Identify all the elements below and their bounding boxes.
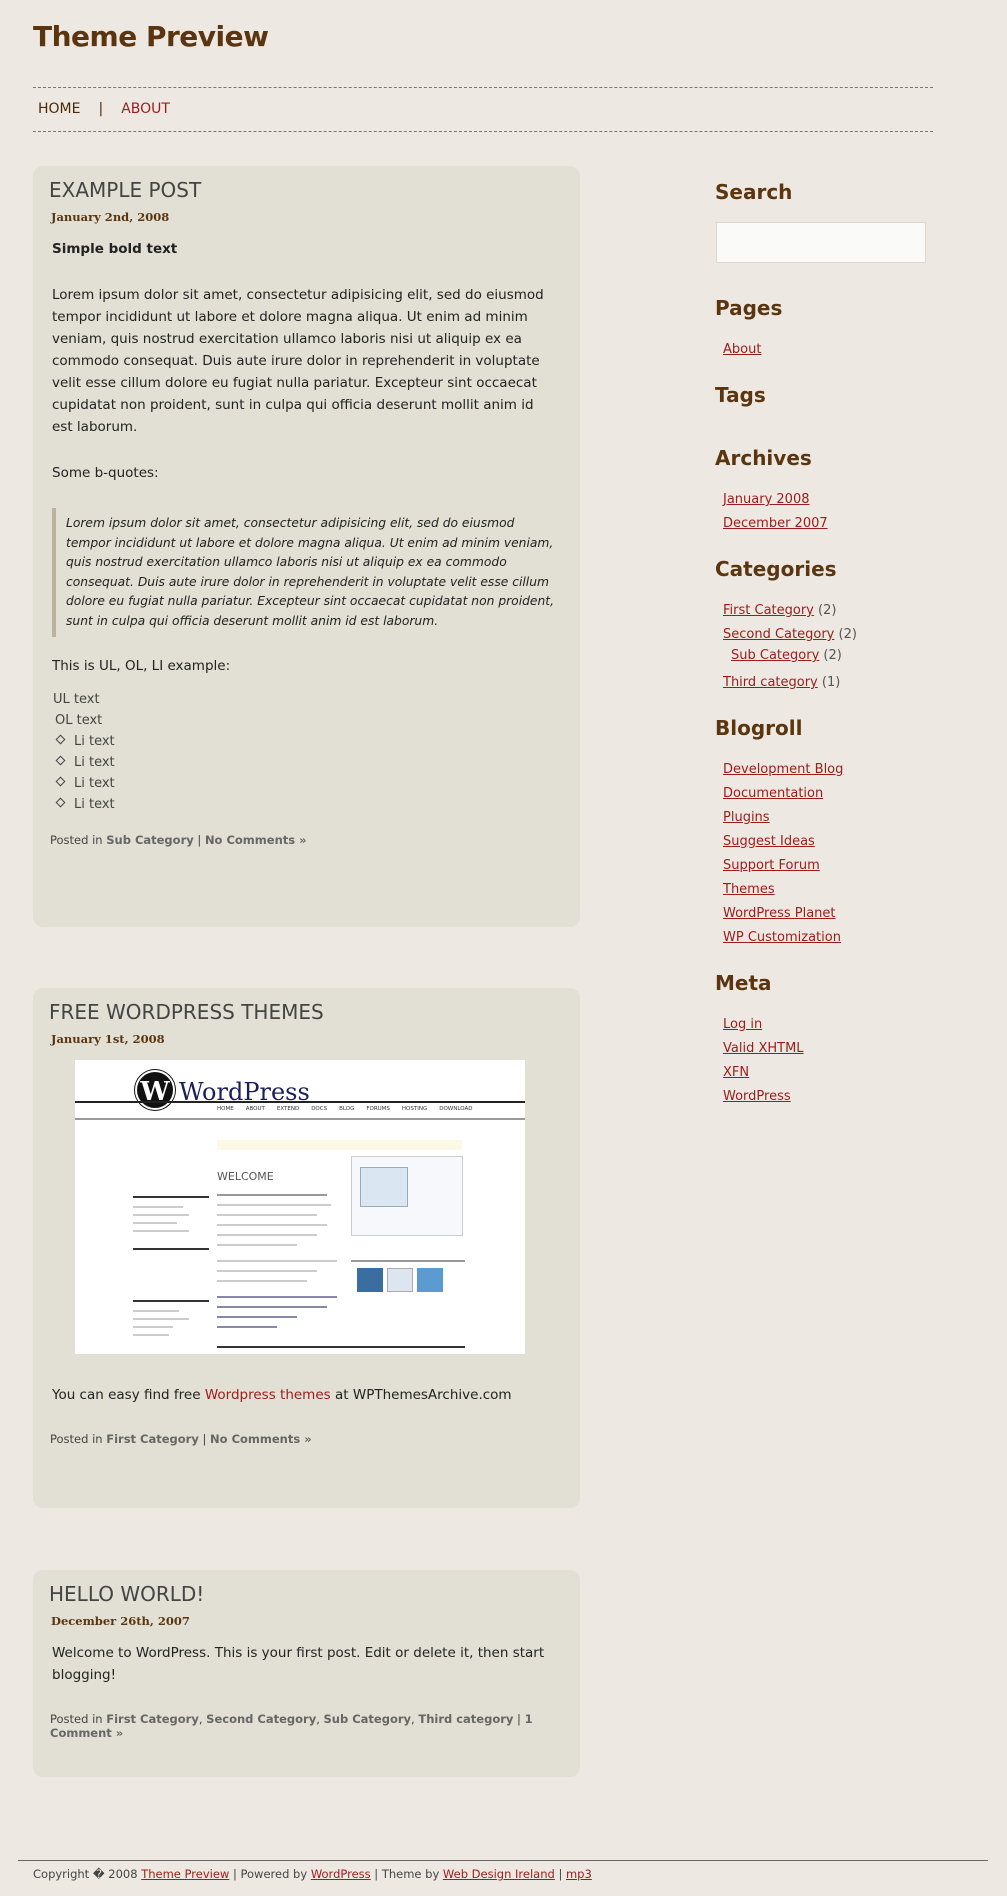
main-nav [38, 101, 170, 117]
meta-link[interactable]: WordPress [723, 1089, 791, 1104]
post-date: January 1st, 2008 [51, 1032, 165, 1046]
category-count: (2) [823, 648, 842, 663]
blogroll-link[interactable]: Themes [723, 882, 775, 897]
category-count: (1) [821, 675, 841, 690]
post-example [33, 166, 580, 927]
category-link[interactable]: Third category [418, 1712, 514, 1726]
posted-in-label: Posted in [50, 833, 103, 847]
category-link[interactable]: Third category [723, 675, 818, 690]
wordpress-screenshot-image [75, 1060, 525, 1354]
category-link[interactable]: First Category [106, 1432, 199, 1446]
nav-separator: | [98, 101, 104, 117]
footer-divider [18, 1860, 988, 1861]
comments-link[interactable]: 1 Comment » [50, 1712, 533, 1740]
theme-by-text: | Theme by [374, 1867, 440, 1881]
blogroll-link[interactable]: Support Forum [723, 858, 820, 873]
nav-divider-top [33, 87, 933, 88]
blogroll-link[interactable]: WP Customization [723, 930, 841, 945]
ul-text: UL text [53, 692, 100, 707]
post-hello-world [33, 1570, 580, 1777]
category-link[interactable]: First Category [723, 603, 814, 618]
footer-separator: | [558, 1867, 563, 1881]
ol-text: OL text [55, 713, 103, 728]
post-paragraph: Welcome to WordPress. This is your first post. Edit or delete it, then start blogging! [52, 1645, 545, 1683]
powered-by-text: | Powered by [232, 1867, 308, 1881]
wordpress-logo-text: WordPress [179, 1078, 310, 1106]
footer-designer-link[interactable]: Web Design Ireland [442, 1867, 555, 1881]
blogroll-link[interactable]: Development Blog [723, 762, 844, 777]
post-title[interactable]: FREE WORDPRESS THEMES [49, 1000, 324, 1024]
archives-heading: Archives [715, 446, 812, 470]
blockquote: Lorem ipsum dolor sit amet, consectetur adipisicing elit, sed do eiusmod tempor incididunt ut labore et dolore magna aliqua. Ut enim ad minim veniam, quis nostrud exercitation ullamco laboris nisi ut aliquip ex ea commodo consequat. Duis aute irure dolor in reprehenderit in voluptate velit esse cillum dolore eu fugiat nulla pariatur. Excepteur sint occaecat cupidatat non proident, sunt in culpa qui officia deserunt mollit anim id est laborum. [52, 508, 558, 637]
nav-divider-bottom [33, 131, 933, 132]
category-link[interactable]: Sub Category [323, 1712, 412, 1726]
post-paragraph: You can easy find free Wordpress themes at WPThemesArchive.com [52, 1387, 512, 1403]
categories-heading: Categories [715, 557, 837, 581]
post-meta: Posted in Sub Category | No Comments » [50, 833, 307, 847]
category-link[interactable]: Sub Category [106, 833, 194, 847]
footer [33, 1867, 592, 1881]
blogroll-heading: Blogroll [715, 716, 803, 740]
list-item: Li text [53, 752, 558, 773]
post-title[interactable]: EXAMPLE POST [49, 178, 202, 202]
search-heading: Search [715, 180, 793, 204]
wordpress-themes-link[interactable]: Wordpress themes [204, 1387, 331, 1403]
category-link[interactable]: First Category [106, 1712, 199, 1726]
copyright-text: Copyright � 2008 [33, 1867, 138, 1881]
blogroll-link[interactable]: Plugins [723, 810, 770, 825]
category-link[interactable]: Second Category [723, 627, 835, 642]
comments-link[interactable]: No Comments » [210, 1432, 312, 1446]
archive-link[interactable]: January 2008 [723, 492, 810, 507]
screenshot-welcome: WELCOME [217, 1170, 274, 1183]
site-title[interactable]: Theme Preview [33, 20, 269, 53]
post-date: January 2nd, 2008 [51, 210, 170, 224]
tags-heading: Tags [715, 383, 766, 407]
bquotes-label: Some b-quotes: [52, 465, 159, 481]
list-item: Li text [53, 773, 558, 794]
comments-link[interactable]: No Comments » [204, 833, 307, 847]
blogroll-link[interactable]: WordPress Planet [723, 906, 836, 921]
meta-link[interactable]: Log in [723, 1017, 763, 1032]
blogroll-link[interactable]: Suggest Ideas [723, 834, 815, 849]
list-label: This is UL, OL, LI example: [52, 658, 231, 674]
example-list [53, 689, 558, 815]
meta-link[interactable]: XFN [723, 1065, 750, 1080]
post-meta: Posted in First Category, Second Category, Sub Category, Third category | 1 Comment » [50, 1712, 533, 1740]
blogroll-link[interactable]: Documentation [723, 786, 824, 801]
meta-link[interactable]: Valid XHTML [723, 1041, 804, 1056]
category-count: (2) [818, 603, 837, 618]
pages-heading: Pages [715, 296, 783, 320]
post-meta: Posted in First Category | No Comments » [50, 1432, 312, 1446]
meta-heading: Meta [715, 971, 772, 995]
post-title[interactable]: HELLO WORLD! [49, 1582, 205, 1606]
post-date: December 26th, 2007 [51, 1614, 190, 1628]
footer-mp3-link[interactable]: mp3 [565, 1867, 592, 1881]
nav-about[interactable]: ABOUT [121, 101, 170, 117]
wordpress-logo-icon: W [135, 1070, 175, 1110]
list-item: Li text [53, 731, 558, 752]
footer-wordpress-link[interactable]: WordPress [310, 1867, 371, 1881]
post-paragraph: Lorem ipsum dolor sit amet, consectetur adipisicing elit, sed do eiusmod tempor incididunt ut labore et dolore magna aliqua. Ut enim ad minim veniam, quis nostrud exercitation ullamco laboris nisi ut aliquip ex ea commodo consequat. Duis aute irure dolor in reprehenderit in voluptate velit esse cillum dolore eu fugiat nulla pariatur. Excepteur sint occaecat cupidatat non proident, sunt in culpa qui officia deserunt mollit anim id est laborum. [52, 287, 544, 435]
footer-site-link[interactable]: Theme Preview [141, 1867, 230, 1881]
search-input[interactable] [716, 222, 926, 263]
category-link[interactable]: Second Category [206, 1712, 317, 1726]
nav-home[interactable]: HOME [38, 101, 81, 117]
archive-link[interactable]: December 2007 [723, 516, 828, 531]
screenshot-nav: HOME ABOUT EXTEND DOCS BLOG FORUMS HOSTING DOWNLOAD [217, 1106, 473, 1112]
category-count: (2) [838, 627, 857, 642]
post-free-themes [33, 988, 580, 1508]
bold-text: Simple bold text [52, 241, 178, 257]
category-link[interactable]: Sub Category [731, 648, 820, 663]
list-item: Li text [53, 794, 558, 815]
page-link-about[interactable]: About [723, 342, 762, 357]
